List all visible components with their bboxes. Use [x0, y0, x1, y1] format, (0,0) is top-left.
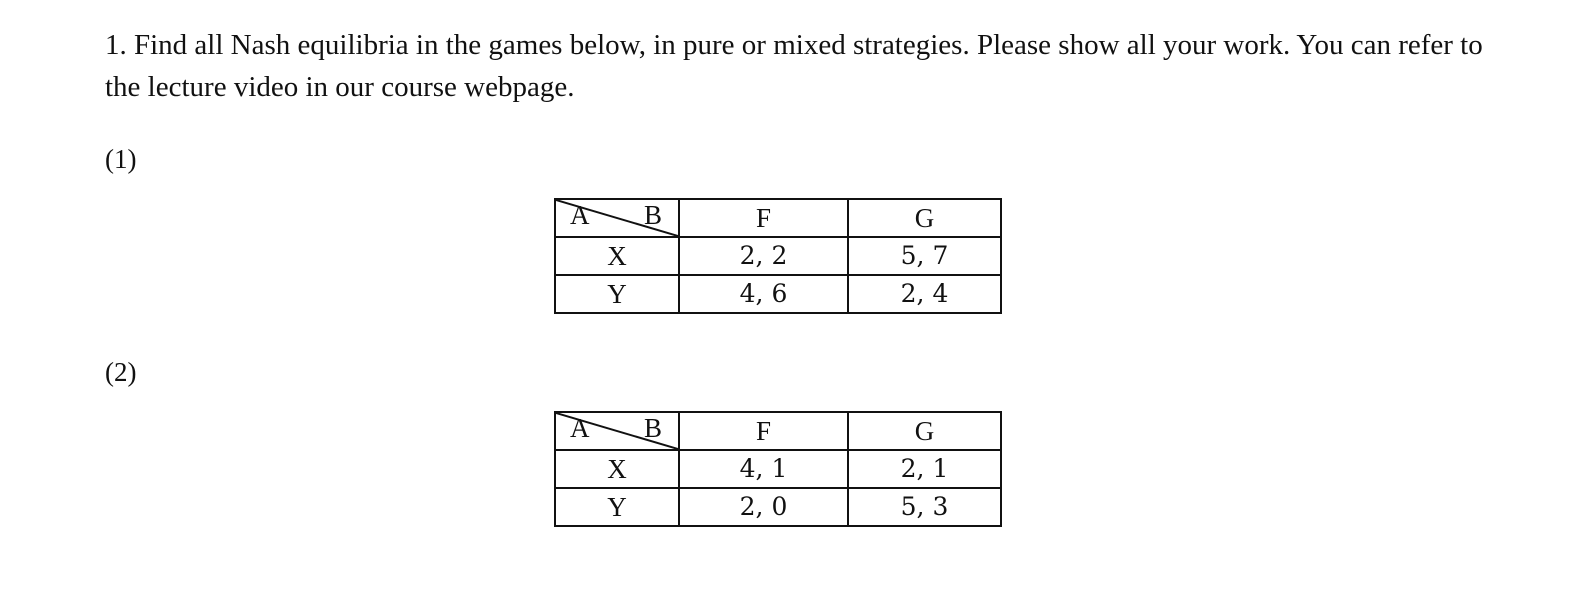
row-strategy-y: Y [555, 275, 679, 313]
table-row [555, 237, 1001, 275]
table-row [555, 275, 1001, 313]
row-strategy-x: X [555, 450, 679, 488]
column-player-label: B [644, 413, 663, 443]
game-1-payoff-table [554, 198, 1002, 314]
player-corner-cell [555, 412, 679, 450]
table-header-row [555, 199, 1001, 237]
row-strategy-y: Y [555, 488, 679, 526]
row-player-label: A [570, 200, 590, 230]
payoff-cell: 4, 1 [679, 450, 848, 488]
column-header-g: G [848, 199, 1001, 237]
row-strategy-x: X [555, 237, 679, 275]
player-corner-cell [555, 199, 679, 237]
column-header-f: F [679, 412, 848, 450]
row-player-label: A [570, 413, 590, 443]
payoff-cell: 2, 1 [848, 450, 1001, 488]
column-player-label: B [644, 200, 663, 230]
column-header-g: G [848, 412, 1001, 450]
table-row [555, 488, 1001, 526]
table-header-row [555, 412, 1001, 450]
game-2-label: (2) [105, 357, 137, 387]
payoff-cell: 2, 4 [848, 275, 1001, 313]
payoff-cell: 2, 0 [679, 488, 848, 526]
column-header-f: F [679, 199, 848, 237]
payoff-cell: 4, 6 [679, 275, 848, 313]
game-1-label: (1) [105, 144, 137, 174]
question-text: 1. Find all Nash equilibria in the games below, in pure or mixed strategies. Please show all your work. You can refer to the lecture video in our course webpage. [105, 29, 1483, 103]
table-row [555, 450, 1001, 488]
game-2-payoff-table [554, 411, 1002, 527]
payoff-cell: 5, 7 [848, 237, 1001, 275]
payoff-cell: 5, 3 [848, 488, 1001, 526]
payoff-cell: 2, 2 [679, 237, 848, 275]
